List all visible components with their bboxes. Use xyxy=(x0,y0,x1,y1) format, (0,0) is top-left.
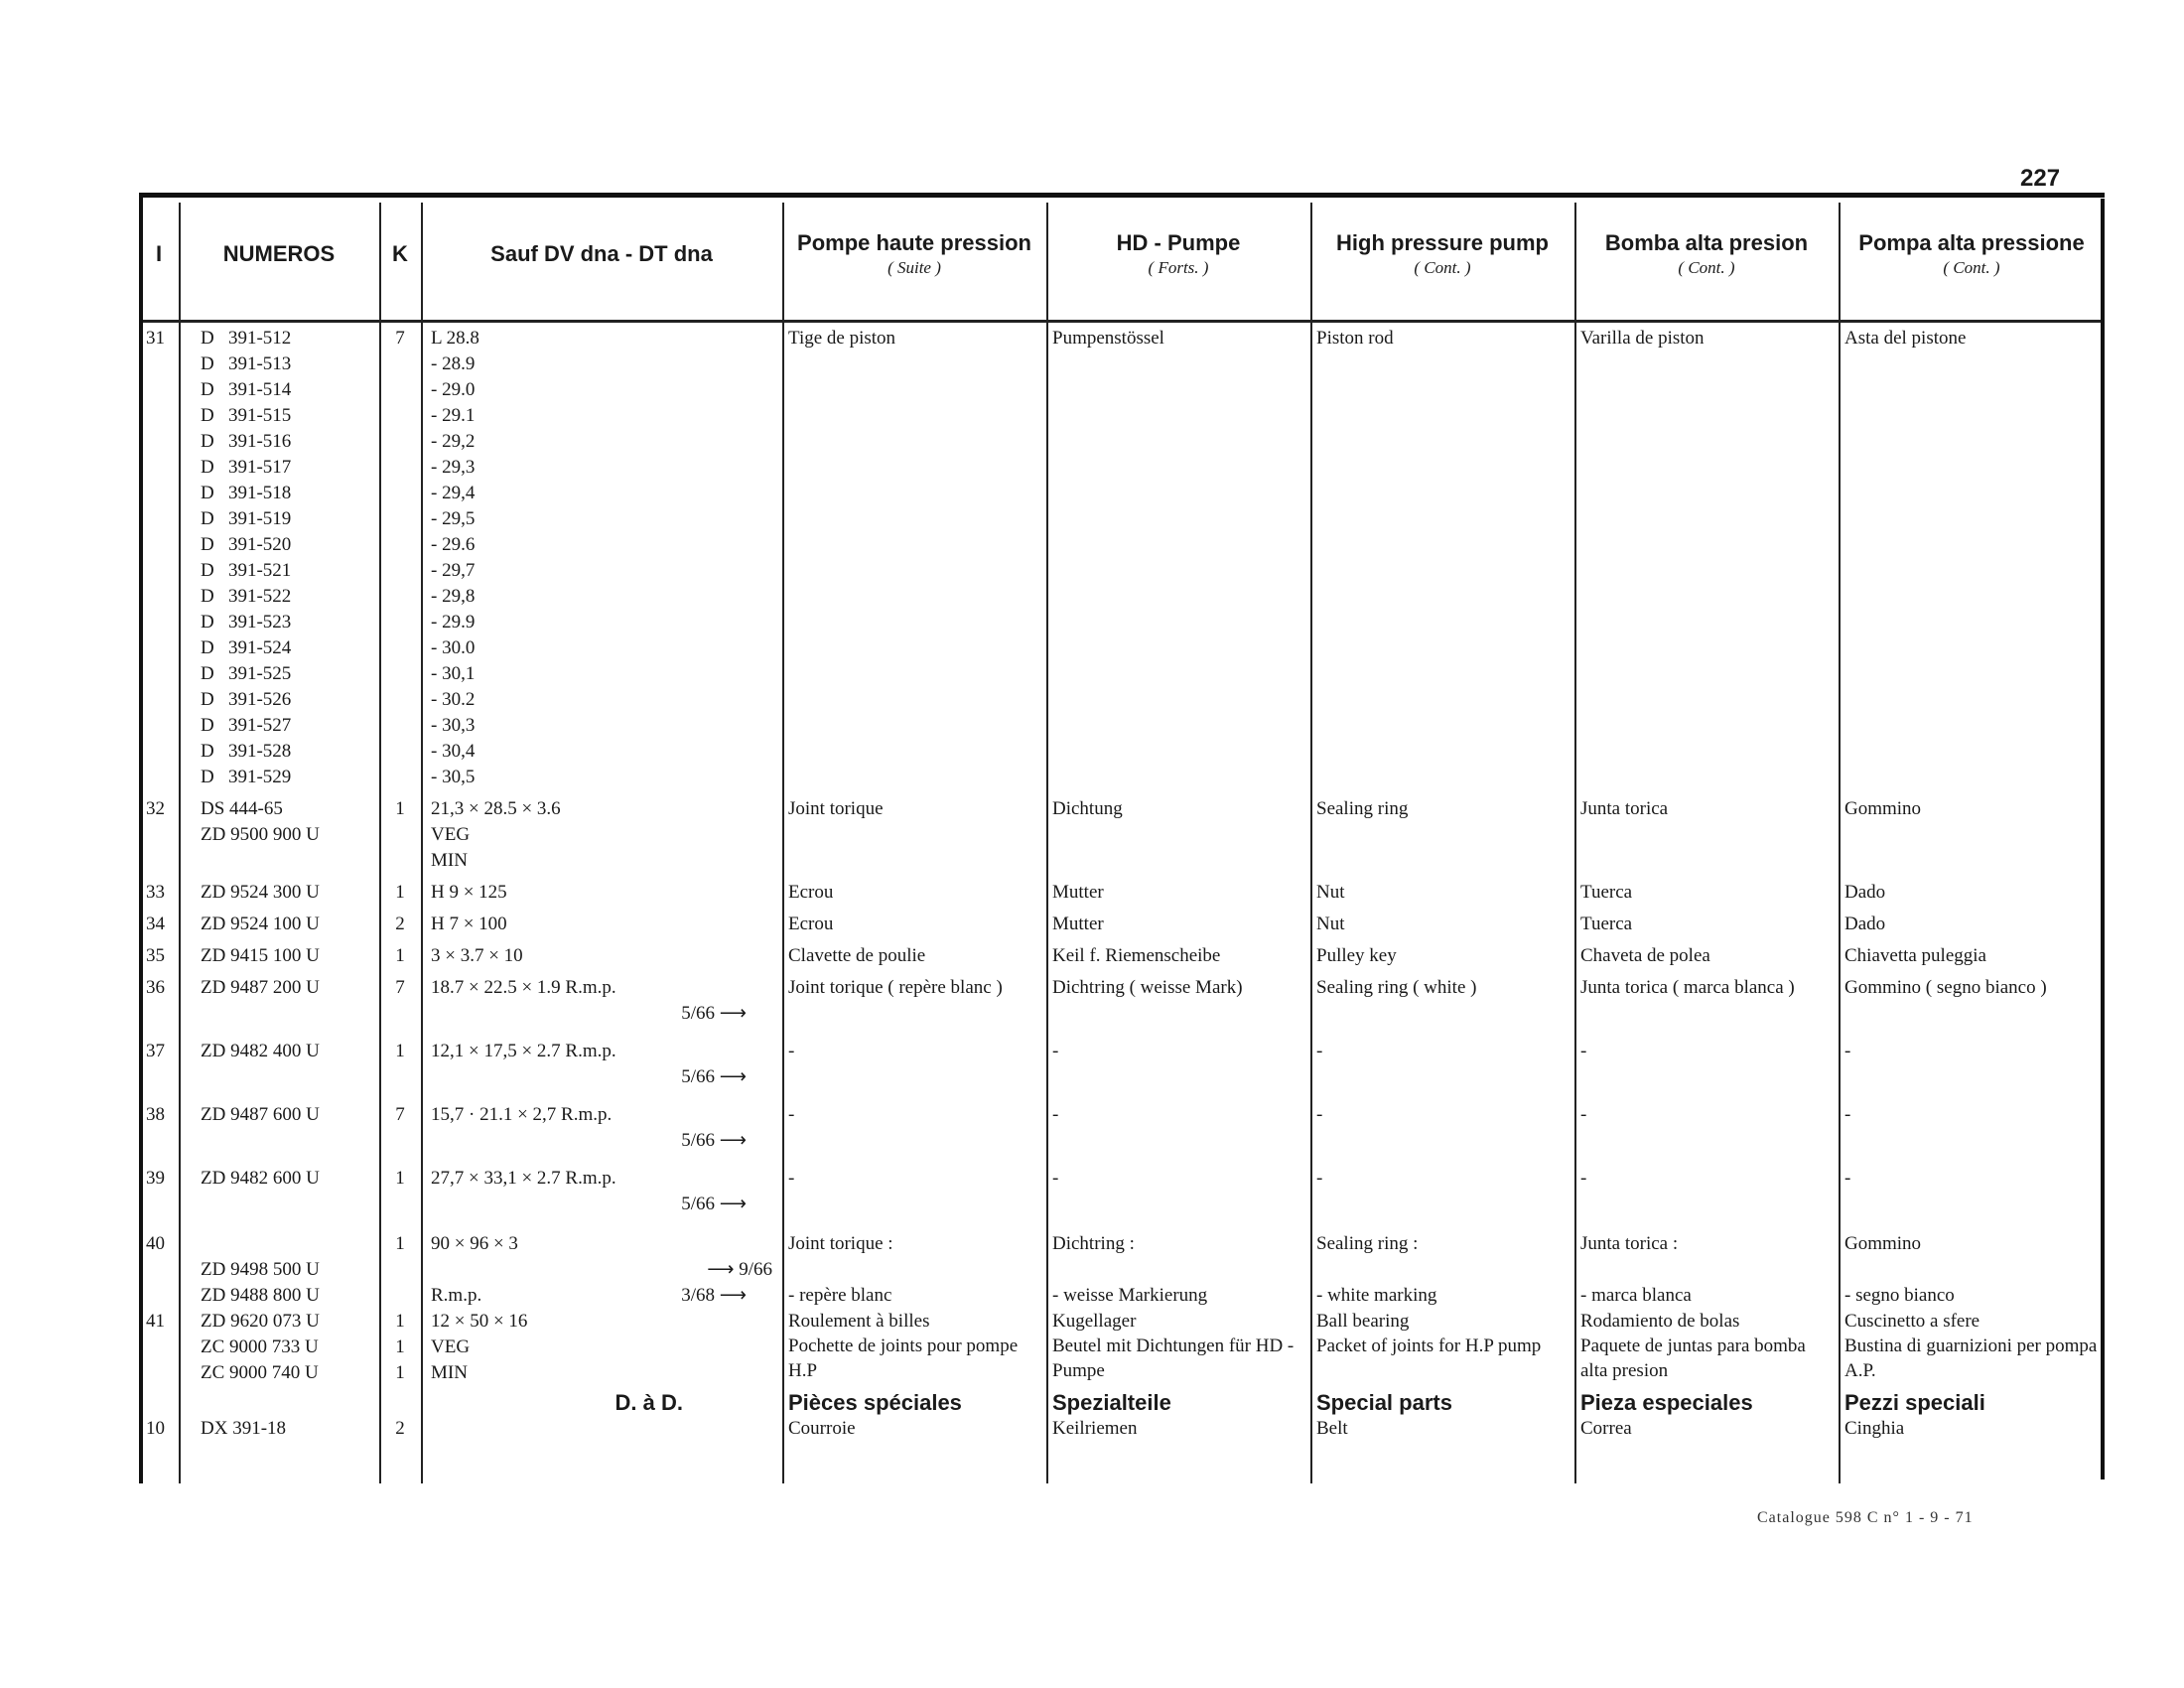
sauf-list xyxy=(421,1309,782,1386)
section-german: Spezialteile xyxy=(1052,1390,1171,1415)
row-k: 2 xyxy=(395,914,405,934)
desc-line: - weisse Markierung xyxy=(1052,1285,1208,1306)
section-heading-row xyxy=(139,1386,2105,1416)
part-number: ZD 9500 900 U xyxy=(201,824,320,845)
dimension: 90 × 96 × 3 xyxy=(431,1233,518,1254)
desc-spanish xyxy=(1574,1223,1839,1309)
desc-english: Sealing ring ( white ) xyxy=(1316,977,1477,998)
part-number: D 391-514 xyxy=(201,379,292,400)
desc-english: Pulley key xyxy=(1316,945,1397,966)
desc-french: Clavette de poulie xyxy=(788,945,926,966)
dimension: - 29,5 xyxy=(431,508,476,529)
part-number: D 391-528 xyxy=(201,741,292,762)
part-number: D 391-516 xyxy=(201,431,292,452)
desc-italian: - xyxy=(1844,1041,1851,1061)
dimension: - 30,5 xyxy=(431,767,476,787)
row-index: 34 xyxy=(146,914,165,934)
section-dad: D. à D. xyxy=(614,1390,683,1415)
desc-french: Ecrou xyxy=(788,914,834,934)
dimension: - 29.9 xyxy=(431,612,476,633)
date-marker: 5/66 ⟶ xyxy=(681,1003,747,1024)
part-number: D 391-527 xyxy=(201,715,292,736)
date-marker: 5/66 ⟶ xyxy=(681,1194,747,1214)
part-number: ZD 9482 400 U xyxy=(201,1041,320,1061)
desc-german: Mutter xyxy=(1052,882,1104,903)
row-k: 7 xyxy=(395,1104,405,1125)
desc-english xyxy=(1310,1223,1574,1309)
desc-english: - xyxy=(1316,1041,1323,1061)
desc-line: Dichtring : xyxy=(1052,1233,1135,1254)
desc-spanish: Chaveta de polea xyxy=(1580,945,1710,966)
desc-italian: Chiavetta puleggia xyxy=(1844,945,1986,966)
dimension-text: 3 × 3.7 × 10 xyxy=(431,945,523,966)
desc-line: - repère blanc xyxy=(788,1285,892,1306)
header-german-sub: ( Forts. ) xyxy=(1148,258,1209,277)
header-french-title: Pompe haute pression xyxy=(797,230,1031,255)
row-k: 1 xyxy=(395,882,405,903)
row-index: 10 xyxy=(146,1418,165,1439)
dimension: - 29,3 xyxy=(431,457,476,478)
header-numeros: NUMEROS xyxy=(222,241,336,266)
dimension: MIN xyxy=(431,850,468,871)
desc-english: Piston rod xyxy=(1316,328,1394,349)
dimension-text: 12,1 × 17,5 × 2.7 R.m.p. xyxy=(431,1041,616,1061)
header-english xyxy=(1310,193,1574,316)
desc-line: Kugellager xyxy=(1052,1311,1137,1332)
desc-italian: Asta del pistone xyxy=(1844,328,1967,349)
desc-line: Cuscinetto a sfere xyxy=(1844,1311,1980,1332)
desc-german: Dichtring ( weisse Mark) xyxy=(1052,977,1243,998)
table-row xyxy=(139,937,2105,969)
header-french-sub: ( Suite ) xyxy=(887,258,941,277)
part-number: ZD 9487 200 U xyxy=(201,977,320,998)
desc-line: Pochette de joints pour pompe H.P xyxy=(788,1336,1019,1381)
dimension xyxy=(421,874,782,906)
part-number: D 391-517 xyxy=(201,457,292,478)
table-row xyxy=(139,326,2105,790)
dimension xyxy=(421,1416,782,1442)
table-row xyxy=(139,906,2105,937)
dimension: VEG xyxy=(431,824,471,845)
dimension: - 30,1 xyxy=(431,663,476,684)
desc-line: - white marking xyxy=(1316,1285,1437,1306)
table-row xyxy=(139,790,2105,874)
desc-italian: - xyxy=(1844,1168,1851,1189)
desc-spanish: - xyxy=(1580,1168,1587,1189)
row-index: 31 xyxy=(146,328,165,349)
dimension: L 28.8 xyxy=(431,328,479,349)
header-row xyxy=(139,193,2105,316)
desc-spanish: Junta torica xyxy=(1580,798,1669,819)
part-number: ZD 9482 600 U xyxy=(201,1168,320,1189)
row-k: 1 xyxy=(395,1233,405,1254)
date-marker: 5/66 ⟶ xyxy=(681,1066,747,1087)
dimension-text: 18.7 × 22.5 × 1.9 R.m.p. xyxy=(431,977,616,998)
dimension: - 30,3 xyxy=(431,715,476,736)
dimension: - 29,2 xyxy=(431,431,476,452)
header-index: I xyxy=(155,241,163,266)
desc-line: Ball bearing xyxy=(1316,1311,1410,1332)
page-number: 227 xyxy=(2020,165,2061,192)
desc-french: - xyxy=(788,1041,795,1061)
desc-german: Pumpenstössel xyxy=(1052,328,1164,349)
dimension: - 30.2 xyxy=(431,689,476,710)
sauf-list xyxy=(421,790,782,874)
header-german-title: HD - Pumpe xyxy=(1116,230,1241,255)
table-row xyxy=(139,874,2105,906)
parts-catalogue-sheet xyxy=(139,193,2105,1483)
dimension xyxy=(421,906,782,937)
header-english-title: High pressure pump xyxy=(1336,230,1549,255)
desc-line: Packet of joints for H.P pump xyxy=(1316,1336,1542,1356)
desc-italian: Gommino ( segno bianco ) xyxy=(1844,977,2047,998)
desc-italian: Gommino xyxy=(1844,798,1922,819)
part-number: D 391-518 xyxy=(201,483,292,503)
part-number: ZD 9488 800 U xyxy=(201,1285,320,1306)
desc-french xyxy=(782,1223,1046,1309)
dimension: - 30,4 xyxy=(431,741,476,762)
dimension: MIN xyxy=(431,1362,468,1383)
desc-german: Keilriemen xyxy=(1052,1418,1138,1439)
desc-french: - xyxy=(788,1104,795,1125)
part-number: ZD 9415 100 U xyxy=(201,945,320,966)
header-spanish-sub: ( Cont. ) xyxy=(1678,258,1735,277)
part-number: DS 444-65 xyxy=(201,798,283,819)
desc-italian: - xyxy=(1844,1104,1851,1125)
row-k: 7 xyxy=(395,977,405,998)
desc-line: - marca blanca xyxy=(1580,1285,1692,1306)
dimension: - 29,8 xyxy=(431,586,476,607)
part-number: D 391-524 xyxy=(201,637,292,658)
numeros-list xyxy=(179,790,379,874)
dimension: - 29,7 xyxy=(431,560,476,581)
desc-english: - xyxy=(1316,1168,1323,1189)
dimension xyxy=(421,969,782,1033)
section-french: Pièces spéciales xyxy=(788,1390,962,1415)
part-number: D 391-519 xyxy=(201,508,292,529)
header-italian-sub: ( Cont. ) xyxy=(1943,258,2000,277)
desc-spanish: - xyxy=(1580,1041,1587,1061)
part-number: D 391-513 xyxy=(201,353,292,374)
desc-line: Gommino xyxy=(1844,1233,1922,1254)
row-index: 39 xyxy=(146,1168,165,1189)
header-italian-title: Pompa alta pressione xyxy=(1858,230,2085,255)
desc-french: Ecrou xyxy=(788,882,834,903)
part-number: ZD 9487 600 U xyxy=(201,1104,320,1125)
table-row xyxy=(139,1416,2105,1442)
table-row xyxy=(139,1160,2105,1223)
part-number: ZC 9000 733 U xyxy=(201,1336,319,1357)
row-k: 1 xyxy=(395,1041,405,1061)
row-index: 40 xyxy=(146,1233,165,1254)
numeros-list xyxy=(179,1309,379,1386)
row-k xyxy=(379,1309,421,1386)
header-english-sub: ( Cont. ) xyxy=(1414,258,1471,277)
date-marker: 3/68 ⟶ xyxy=(681,1285,747,1306)
dimension-text: H 9 × 125 xyxy=(431,882,507,903)
part-number: D 391-512 xyxy=(201,328,292,349)
desc-line: Junta torica : xyxy=(1580,1233,1679,1254)
part-number: D 391-520 xyxy=(201,534,292,555)
desc-english: Belt xyxy=(1316,1418,1348,1439)
header-french xyxy=(782,193,1046,316)
date-marker: 5/66 ⟶ xyxy=(681,1130,747,1151)
dimension: - 29,4 xyxy=(431,483,476,503)
desc-german: Mutter xyxy=(1052,914,1104,934)
desc-french: Courroie xyxy=(788,1418,856,1439)
table-row xyxy=(139,1309,2105,1386)
header-spanish-title: Bomba alta presion xyxy=(1604,230,1809,255)
desc-spanish xyxy=(1574,1309,1839,1386)
section-spanish: Pieza especiales xyxy=(1580,1390,1753,1415)
row-index: 36 xyxy=(146,977,165,998)
desc-english: Nut xyxy=(1316,882,1345,903)
desc-line: Roulement à billes xyxy=(788,1311,930,1332)
desc-spanish: Tuerca xyxy=(1580,882,1633,903)
desc-line: Rodamiento de bolas xyxy=(1580,1311,1740,1332)
desc-spanish: Varilla de piston xyxy=(1580,328,1705,349)
desc-english: Sealing ring xyxy=(1316,798,1409,819)
part-number: D 391-515 xyxy=(201,405,292,426)
dimension-text: H 7 × 100 xyxy=(431,914,507,934)
dimension: - 29.6 xyxy=(431,534,476,555)
header-k: K xyxy=(392,241,408,266)
dimension xyxy=(421,1160,782,1223)
dimension-text: 27,7 × 33,1 × 2.7 R.m.p. xyxy=(431,1168,616,1189)
quantity: 1 xyxy=(395,1311,405,1332)
part-number: D 391-522 xyxy=(201,586,292,607)
dimension: - 29.0 xyxy=(431,379,476,400)
desc-german: - xyxy=(1052,1104,1059,1125)
desc-line: Paquete de juntas para bomba alta presion xyxy=(1580,1336,1806,1381)
sauf-list xyxy=(421,1223,782,1309)
desc-spanish: Correa xyxy=(1580,1418,1632,1439)
desc-italian: Cinghia xyxy=(1844,1418,1905,1439)
desc-spanish: Junta torica ( marca blanca ) xyxy=(1580,977,1795,998)
part-number: ZD 9524 300 U xyxy=(201,882,320,903)
table-row xyxy=(139,969,2105,1033)
table-row xyxy=(139,1223,2105,1309)
catalogue-footer: Catalogue 598 C n° 1 - 9 - 71 xyxy=(1757,1509,1974,1526)
dimension: - 28.9 xyxy=(431,353,476,374)
row-index: 32 xyxy=(146,798,165,819)
part-number: DX 391-18 xyxy=(201,1418,287,1439)
desc-italian xyxy=(1839,1223,2105,1309)
section-english: Special parts xyxy=(1316,1390,1452,1415)
part-number: ZD 9524 100 U xyxy=(201,914,320,934)
desc-line: Bustina di guarnizioni per pompa A.P. xyxy=(1844,1336,2098,1381)
part-number: D 391-529 xyxy=(201,767,292,787)
part-number: ZD 9498 500 U xyxy=(201,1259,320,1280)
part-number: D 391-526 xyxy=(201,689,292,710)
dimension: - 30.0 xyxy=(431,637,476,658)
dimension: - 29.1 xyxy=(431,405,476,426)
row-k: 1 xyxy=(395,1168,405,1189)
desc-german: Keil f. Riemenscheibe xyxy=(1052,945,1221,966)
dimension xyxy=(421,1096,782,1160)
table-row xyxy=(139,1033,2105,1096)
desc-english: - xyxy=(1316,1104,1323,1125)
dimension xyxy=(421,937,782,969)
desc-english xyxy=(1310,1309,1574,1386)
desc-line: Beutel mit Dichtungen für HD - Pumpe xyxy=(1052,1336,1295,1381)
desc-french: Joint torique xyxy=(788,798,884,819)
dimension-text: 15,7 · 21.1 × 2,7 R.m.p. xyxy=(431,1104,613,1125)
sauf-list xyxy=(421,326,782,790)
numeros-list xyxy=(179,326,379,790)
desc-german: - xyxy=(1052,1168,1059,1189)
desc-line: Joint torique : xyxy=(788,1233,893,1254)
header-italian xyxy=(1839,193,2105,316)
desc-spanish: Tuerca xyxy=(1580,914,1633,934)
desc-german xyxy=(1046,1223,1310,1309)
numeros-list xyxy=(179,1223,379,1309)
row-k: 2 xyxy=(395,1418,405,1439)
desc-french xyxy=(782,1309,1046,1386)
dimension: R.m.p. xyxy=(431,1285,482,1306)
date-marker: ⟶ 9/66 xyxy=(707,1259,772,1280)
desc-german: - xyxy=(1052,1041,1059,1061)
header-german xyxy=(1046,193,1310,316)
desc-italian xyxy=(1839,1309,2105,1386)
row-index: 41 xyxy=(146,1311,165,1332)
row-k: 7 xyxy=(395,328,405,349)
row-index: 37 xyxy=(146,1041,165,1061)
parts-table xyxy=(139,193,2105,1442)
desc-german xyxy=(1046,1309,1310,1386)
table-row xyxy=(139,1096,2105,1160)
desc-line: - segno bianco xyxy=(1844,1285,1955,1306)
quantity: 1 xyxy=(395,1362,405,1383)
section-italian: Pezzi speciali xyxy=(1844,1390,1985,1415)
desc-german: Dichtung xyxy=(1052,798,1123,819)
desc-spanish: - xyxy=(1580,1104,1587,1125)
header-spanish xyxy=(1574,193,1839,316)
row-index: 38 xyxy=(146,1104,165,1125)
part-number: D 391-523 xyxy=(201,612,292,633)
desc-italian: Dado xyxy=(1844,914,1886,934)
quantity: 1 xyxy=(395,1336,405,1357)
desc-french: Tige de piston xyxy=(788,328,896,349)
part-number: ZD 9620 073 U xyxy=(201,1311,320,1332)
part-number: D 391-525 xyxy=(201,663,292,684)
row-k: 1 xyxy=(395,798,405,819)
dimension: VEG xyxy=(431,1336,471,1357)
desc-line: Sealing ring : xyxy=(1316,1233,1419,1254)
part-number: ZC 9000 740 U xyxy=(201,1362,319,1383)
row-index: 35 xyxy=(146,945,165,966)
dimension: 21,3 × 28.5 × 3.6 xyxy=(431,798,561,819)
header-sauf: Sauf DV dna - DT dna xyxy=(490,241,713,266)
dimension xyxy=(421,1033,782,1096)
part-number: D 391-521 xyxy=(201,560,292,581)
desc-italian: Dado xyxy=(1844,882,1886,903)
desc-english: Nut xyxy=(1316,914,1345,934)
row-k: 1 xyxy=(395,945,405,966)
row-index: 33 xyxy=(146,882,165,903)
desc-french: Joint torique ( repère blanc ) xyxy=(788,977,1003,998)
desc-french: - xyxy=(788,1168,795,1189)
dimension: 12 × 50 × 16 xyxy=(431,1311,528,1332)
